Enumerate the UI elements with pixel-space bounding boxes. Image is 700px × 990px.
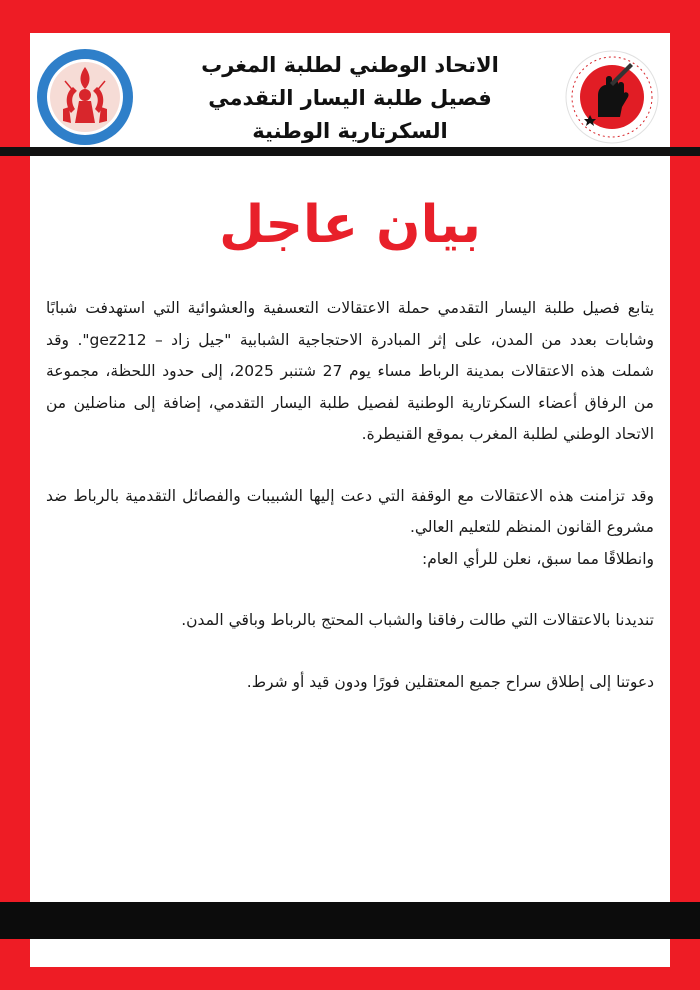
header-line-3: السكرتارية الوطنية: [252, 119, 448, 143]
header-line-1: الاتحاد الوطني لطلبة المغرب: [201, 53, 499, 77]
paragraph-3: وانطلاقًا مما سبق، نعلن للرأي العام:: [421, 549, 654, 568]
tegp-logo-icon: [560, 45, 660, 145]
unem-logo-icon: [35, 47, 135, 147]
spacer: [46, 451, 654, 481]
paragraph-2: وقد تزامنت هذه الاعتقالات مع الوقفة التي دعت إليها الشبيبات والفصائل التقدمية بالرباط ضد مشروع القانون المنظم للتعليم العالي.: [46, 486, 654, 536]
header-title: [160, 49, 540, 148]
header-line-2: فصيل طلبة اليسار التقدمي: [208, 86, 492, 110]
paragraph-1: يتابع فصيل طلبة اليسار التقدمي حملة الاعتقالات التعسفية والعشوائية التي استهدفت شبابًا وشابات بعدد من المدن، على إثر المبادرة الاحتجاجية الشبابية "جيل زاد – gez212". وقد شملت هذه الاعتقالات بمدينة الرباط مساء يوم 27 شتنبر 2025، إلى حدود اللحظة، مجموعة من الرفاق أعضاء السكرتارية الوطنية لفصيل طلبة اليسار التقدمي، إضافة إلى مناضلين من الاتحاد الوطني لطلبة المغرب بموقع القنيطرة.: [46, 299, 654, 443]
spacer: [46, 637, 654, 667]
header-divider-bar: [0, 147, 700, 156]
footer-bar: [0, 902, 700, 939]
paragraph-5: دعوتنا إلى إطلاق سراح جميع المعتقلين فورًا ودون قيد أو شرط.: [246, 672, 654, 691]
statement-body: [46, 293, 654, 698]
headline: بيان عاجل: [219, 195, 481, 255]
spacer: [46, 575, 654, 605]
paragraph-4: تنديدنا بالاعتقالات التي طالت رفاقنا والشباب المحتج بالرباط وباقي المدن.: [181, 611, 654, 629]
